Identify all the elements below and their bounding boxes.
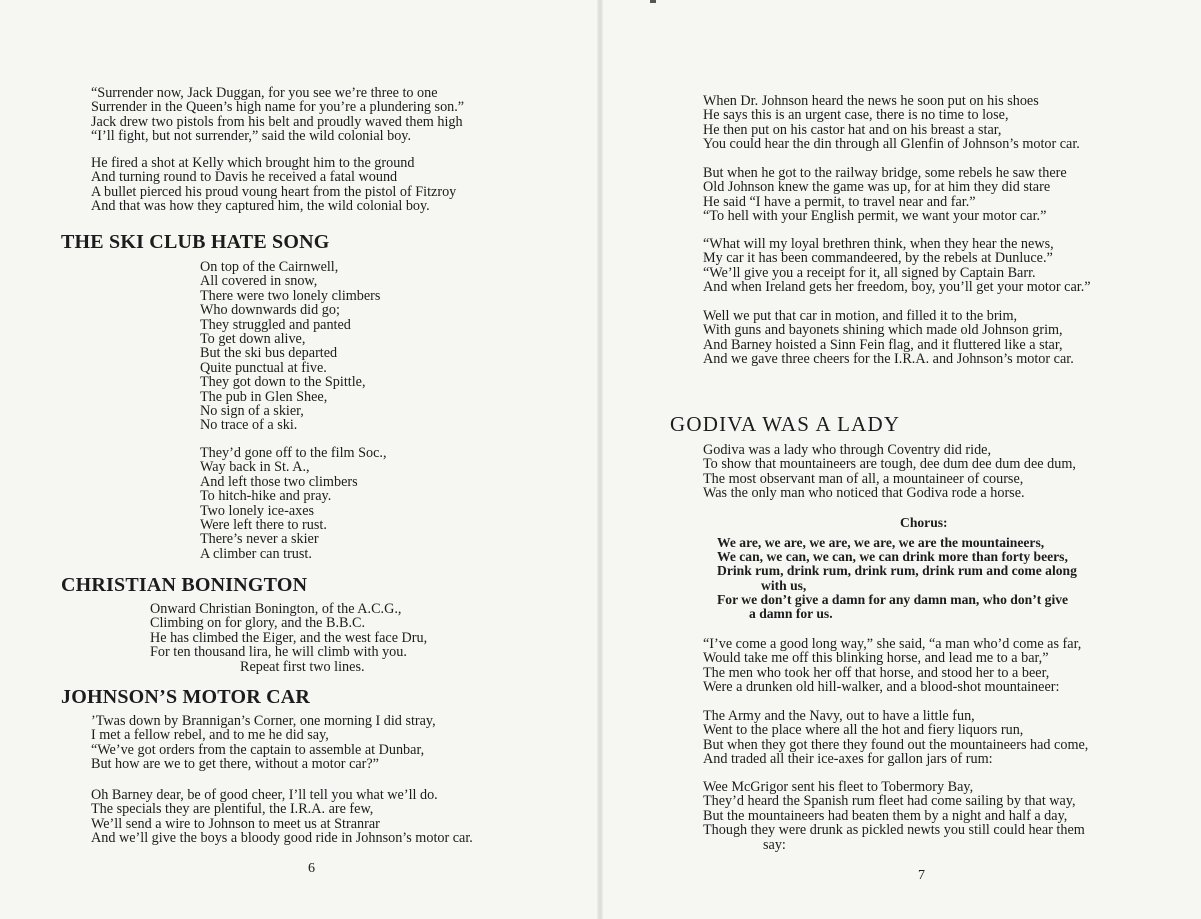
verse-line: I met a fellow rebel, and to me he did say, [91, 727, 329, 744]
bonington-verse [150, 602, 427, 674]
verse-line: And left those two climbers [200, 473, 358, 490]
verse-line: The most observant man of all, a mountaineer of course, [703, 470, 1024, 487]
verse-line: Oh Barney dear, be of good cheer, I’ll tell you what we’ll do. [91, 787, 438, 803]
ski-club-title: THE SKI CLUB HATE SONG [61, 231, 330, 253]
verse-line: Jack drew two pistols from his belt and proudly waved them high [91, 113, 463, 130]
verse-line: For ten thousand lira, he will climb with you. [150, 644, 407, 661]
wild-colonial-boy-stanza-1 [91, 86, 464, 144]
verse-line: And we gave three cheers for the I.R.A. and Johnson’s motor car. [703, 351, 1074, 368]
verse-line: Would take me off this blinking horse, and lead me to a bar,” [703, 650, 1049, 667]
verse-line: All covered in snow, [200, 273, 318, 290]
verse-line: And that was how they captured him, the wild colonial boy. [91, 198, 430, 215]
verse-line: And turning round to Davis he received a fatal wound [91, 169, 398, 186]
verse-line: “We’ll give you a receipt for it, all signed by Captain Barr. [703, 264, 1036, 281]
verse-line: He fired a shot at Kelly which brought him to the ground [91, 155, 415, 171]
verse-line: “We’ve got orders from the captain to assemble at Dunbar, [91, 741, 425, 758]
godiva-chorus [717, 536, 1077, 621]
verse-line: Surrender in the Queen’s high name for you’re a plundering son.” [91, 99, 465, 116]
verse-line: “What will my loyal brethren think, when they hear the news, [703, 236, 1054, 252]
chorus-line: For we don’t give a damn for any damn man, who don’t give [717, 591, 1069, 607]
chorus-title: Chorus: [900, 515, 948, 530]
godiva-stanza-1 [703, 443, 1076, 501]
verse-line: But when they got there they found out the mountaineers had come, [703, 736, 1089, 753]
verse-line: But how are we to get there, without a motor car?” [91, 756, 379, 773]
johnson-stanza-5 [703, 237, 1091, 295]
johnson-stanza-3 [703, 94, 1080, 152]
verse-line: To get down alive, [200, 331, 306, 348]
verse-line: Quite punctual at five. [200, 359, 327, 376]
verse-line: And Barney hoisted a Sinn Fein flag, and it fluttered like a star, [703, 336, 1063, 353]
bonington-title: CHRISTIAN BONINGTON [61, 574, 308, 596]
verse-line: My car it has been commandeered, by the rebels at Dunluce.” [703, 250, 1053, 267]
verse-line: Climbing on for glory, and the B.B.C. [150, 615, 366, 632]
verse-line: There’s never a skier [200, 531, 319, 548]
chorus-line: a damn for us. [749, 606, 833, 622]
godiva-stanza-3 [703, 709, 1088, 767]
wild-colonial-boy-stanza-2 [91, 156, 456, 214]
verse-line: They struggled and panted [200, 316, 351, 333]
left-page [0, 0, 600, 919]
verse-line: “Surrender now, Jack Duggan, for you see we’re three to one [91, 85, 438, 101]
verse-line: Was the only man who noticed that Godiva rode a horse. [703, 485, 1025, 502]
page-number-right: 7 [918, 868, 925, 883]
verse-line: Godiva was a lady who through Coventry did ride, [703, 442, 992, 458]
page-number-left: 6 [308, 861, 315, 876]
verse-line: With guns and bayonets shining which made old Johnson grim, [703, 322, 1063, 339]
godiva-stanza-4 [703, 780, 1085, 852]
verse-line: No sign of a skier, [200, 403, 304, 420]
verse-line: He says this is an urgent case, there is no time to lose, [703, 107, 1009, 124]
verse-line: Onward Christian Bonington, of the A.C.G., [150, 601, 402, 617]
verse-line: Went to the place where all the hot and fiery liquors run, [703, 722, 1024, 739]
verse-line: And when Ireland gets her freedom, boy, you’ll get your motor car.” [703, 279, 1091, 296]
verse-line: But the ski bus departed [200, 345, 338, 362]
johnson-stanza-6 [703, 309, 1074, 367]
chorus-line: with us, [761, 577, 807, 593]
verse-line: A climber can trust. [200, 545, 312, 562]
verse-line: And we’ll give the boys a bloody good ride in Johnson’s motor car. [91, 830, 473, 847]
verse-line: To show that mountaineers are tough, dee dum dee dum dee dum, [703, 456, 1076, 473]
johnson-stanza-1 [91, 714, 436, 772]
verse-line: “To hell with your English permit, we want your motor car.” [703, 208, 1047, 225]
verse-line: They’d heard the Spanish rum fleet had come sailing by that way, [703, 793, 1076, 810]
verse-line: “I’ve come a good long way,” she said, “a man who’d come as far, [703, 636, 1082, 652]
verse-line: And traded all their ice-axes for gallon jars of rum: [703, 751, 993, 768]
ski-club-stanza-1 [200, 260, 380, 433]
johnson-stanza-4 [703, 166, 1067, 224]
verse-line: The men who took her off that horse, and stood her to a beer, [703, 664, 1050, 681]
verse-line: You could hear the din through all Glenfin of Johnson’s motor car. [703, 136, 1080, 153]
johnson-title: JOHNSON’S MOTOR CAR [61, 686, 311, 708]
verse-line: When Dr. Johnson heard the news he soon put on his shoes [703, 93, 1039, 109]
verse-line: Though they were drunk as pickled newts you still could hear them [703, 822, 1085, 839]
godiva-title: GODIVA WAS A LADY [670, 412, 901, 436]
verse-line: Way back in St. A., [200, 459, 310, 476]
chorus-line: We can, we can, we can, we can drink more than forty beers, [717, 549, 1068, 565]
verse-line: ’Twas down by Brannigan’s Corner, one morning I did stray, [91, 713, 436, 729]
johnson-stanza-2 [91, 788, 473, 846]
verse-line: Who downwards did go; [200, 302, 340, 319]
verse-line: Were left there to rust. [200, 517, 327, 534]
verse-line: No trace of a ski. [200, 417, 298, 434]
verse-line: say: [763, 836, 786, 853]
verse-line: They’d gone off to the film Soc., [200, 445, 387, 461]
verse-line: They got down to the Spittle, [200, 374, 366, 391]
verse-line: On top of the Cairnwell, [200, 259, 339, 275]
verse-line: To hitch-hike and pray. [200, 488, 332, 505]
verse-line: He said “I have a permit, to travel near and far.” [703, 193, 976, 210]
verse-line: But when he got to the railway bridge, some rebels he saw there [703, 165, 1067, 181]
verse-line: We’ll send a wire to Johnson to meet us at Stranrar [91, 815, 380, 832]
chorus-line: We are, we are, we are, we are, we are the mountaineers, [717, 535, 1045, 550]
verse-line: But the mountaineers had beaten them by a night and half a day, [703, 807, 1068, 824]
verse-line: Wee McGrigor sent his fleet to Tobermory Bay, [703, 779, 974, 795]
verse-line: Two lonely ice-axes [200, 502, 315, 519]
verse-line: The pub in Glen Shee, [200, 388, 328, 405]
verse-line: A bullet pierced his proud voung heart from the pistol of Fitzroy [91, 183, 457, 200]
verse-line: There were two lonely climbers [200, 287, 381, 304]
chorus-line: Drink rum, drink rum, drink rum, drink rum and come along [717, 563, 1077, 579]
right-page [600, 0, 1201, 919]
verse-line: The specials they are plentiful, the I.R.A. are few, [91, 801, 374, 818]
verse-line: He then put on his castor hat and on his breast a star, [703, 121, 1002, 138]
verse-line: He has climbed the Eiger, and the west face Dru, [150, 629, 428, 646]
ski-club-stanza-2 [200, 446, 387, 561]
verse-line: Old Johnson knew the game was up, for at him they did stare [703, 179, 1051, 196]
godiva-stanza-2 [703, 637, 1081, 695]
repeat-instruction: Repeat first two lines. [240, 658, 365, 675]
verse-line: “I’ll fight, but not surrender,” said the wild colonial boy. [91, 128, 412, 145]
verse-line: Were a drunken old hill-walker, and a blood-shot mountaineer: [703, 679, 1060, 696]
verse-line: The Army and the Navy, out to have a little fun, [703, 708, 975, 724]
verse-line: Well we put that car in motion, and filled it to the brim, [703, 308, 1018, 324]
